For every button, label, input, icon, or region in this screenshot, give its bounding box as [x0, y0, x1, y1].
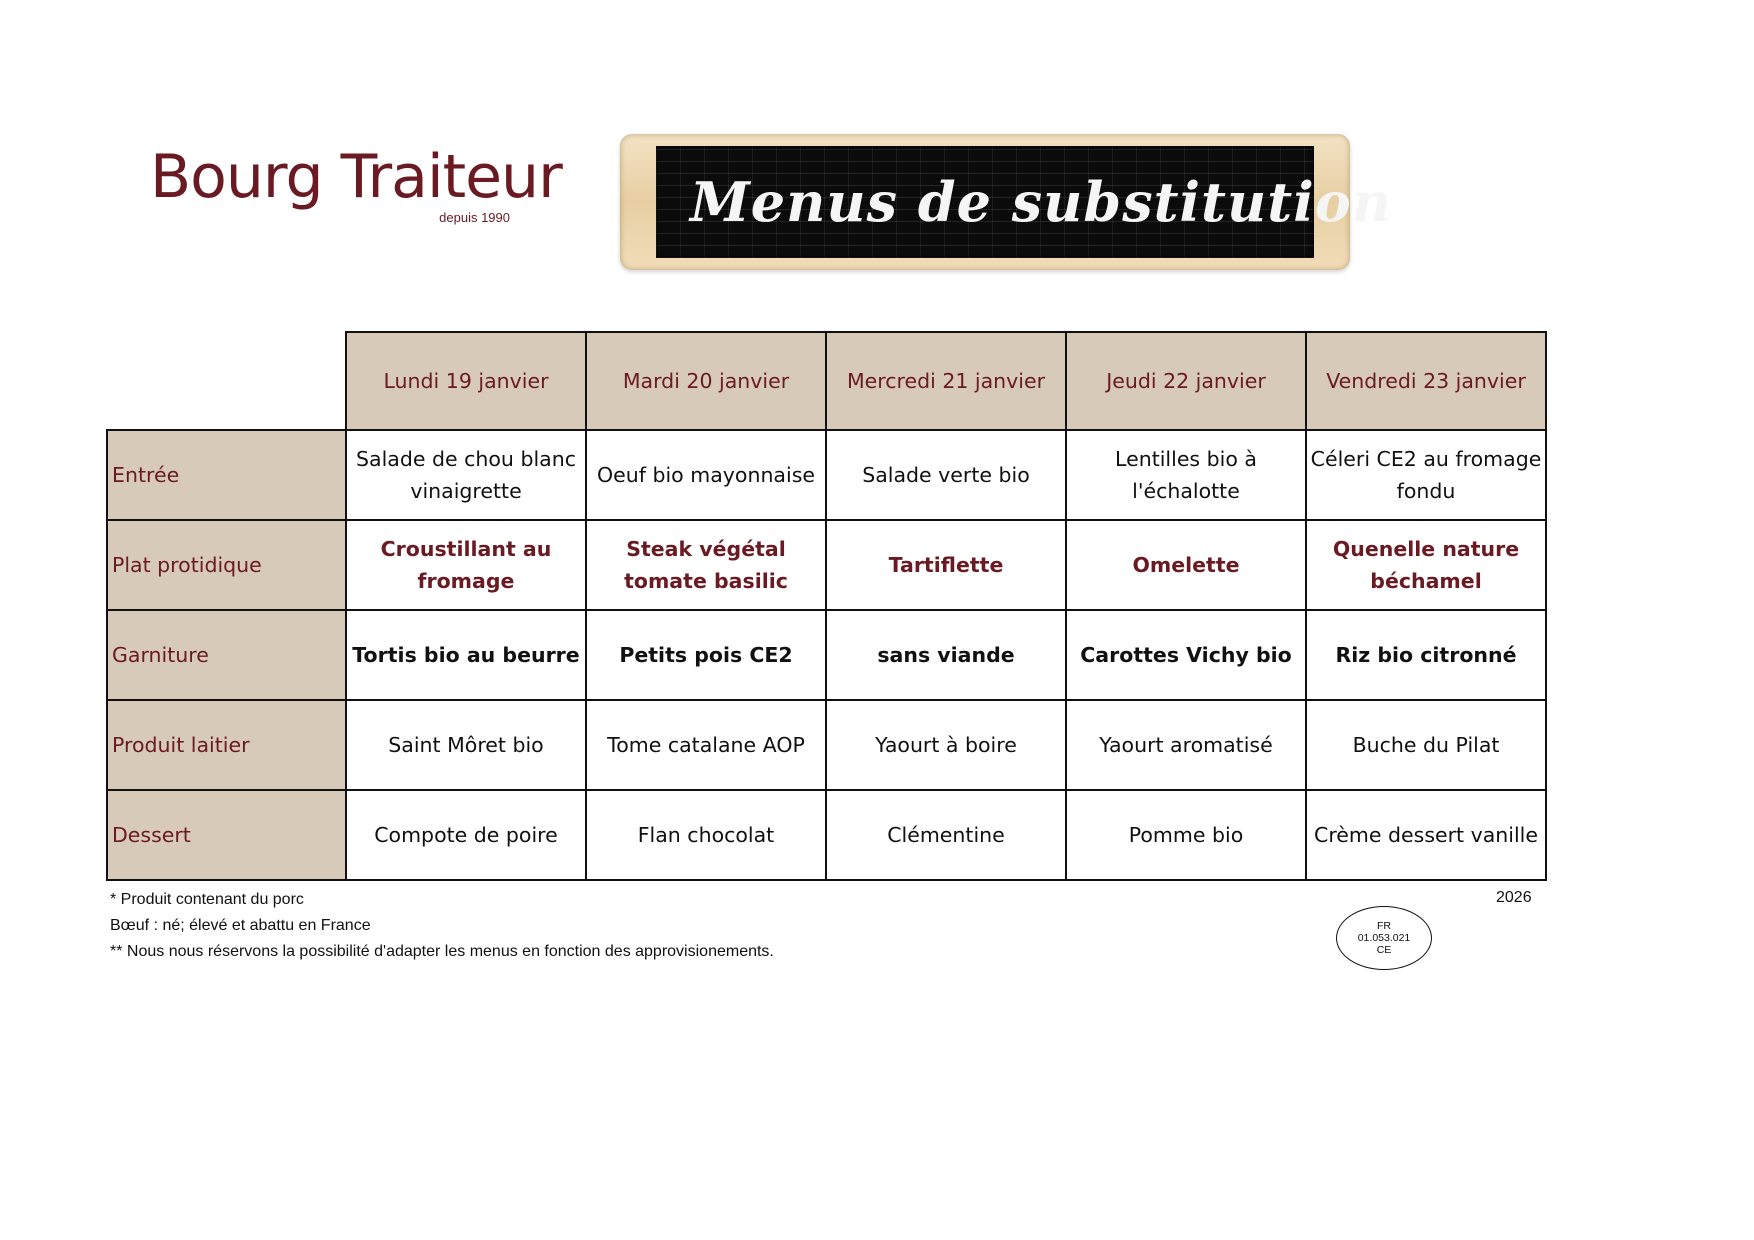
day-header: Vendredi 23 janvier: [1306, 332, 1546, 430]
brand-since: depuis 1990: [439, 210, 510, 225]
row-label: Plat protidique: [107, 520, 346, 610]
table-corner: [107, 332, 346, 430]
day-header: Lundi 19 janvier: [346, 332, 586, 430]
menu-cell: Buche du Pilat: [1306, 700, 1546, 790]
menu-cell: Salade de chou blanc vinaigrette: [346, 430, 586, 520]
menu-cell: Crème dessert vanille: [1306, 790, 1546, 880]
menu-cell: Lentilles bio à l'échalotte: [1066, 430, 1306, 520]
title-banner: [620, 134, 1392, 270]
menu-cell: Saint Môret bio: [346, 700, 586, 790]
day-header: Mercredi 21 janvier: [826, 332, 1066, 430]
menu-cell: Tome catalane AOP: [586, 700, 826, 790]
menu-cell: Compote de poire: [346, 790, 586, 880]
table-row-produit-laitier: [107, 700, 1546, 790]
table-row-garniture: [107, 610, 1546, 700]
menu-cell: Salade verte bio: [826, 430, 1066, 520]
menu-cell: Croustillant au fromage: [346, 520, 586, 610]
menu-cell: Yaourt aromatisé: [1066, 700, 1306, 790]
menu-cell: Quenelle nature béchamel: [1306, 520, 1546, 610]
health-mark-number: 01.053.021: [1357, 932, 1411, 944]
health-mark-stamp: [1336, 906, 1432, 970]
table-row-entree: [107, 430, 1546, 520]
menu-cell: Oeuf bio mayonnaise: [586, 430, 826, 520]
table-row-dessert: [107, 790, 1546, 880]
row-label: Dessert: [107, 790, 346, 880]
menu-cell: Tortis bio au beurre: [346, 610, 586, 700]
day-header: Mardi 20 janvier: [586, 332, 826, 430]
menu-cell: Omelette: [1066, 520, 1306, 610]
menu-cell: Carottes Vichy bio: [1066, 610, 1306, 700]
menu-cell: Yaourt à boire: [826, 700, 1066, 790]
chalkboard: [656, 146, 1392, 258]
menu-cell: Pomme bio: [1066, 790, 1306, 880]
page-title: Menus de substitution: [690, 170, 1392, 234]
footnote-disclaimer: ** Nous nous réservons la possibilité d'adapter les menus en fonction des approvisionements.: [110, 943, 774, 960]
menu-cell: Clémentine: [826, 790, 1066, 880]
year-label: 2026: [1496, 889, 1532, 906]
health-mark-country: FR: [1377, 920, 1391, 932]
table-row-plat: [107, 520, 1546, 610]
menu-cell: Tartiflette: [826, 520, 1066, 610]
menu-cell: Petits pois CE2: [586, 610, 826, 700]
menu-cell: Steak végétal tomate basilic: [586, 520, 826, 610]
menu-cell: sans viande: [826, 610, 1066, 700]
health-mark-ce: CE: [1376, 944, 1392, 956]
day-header: Jeudi 22 janvier: [1066, 332, 1306, 430]
row-label: Produit laitier: [107, 700, 346, 790]
footnote-pork: * Produit contenant du porc: [110, 891, 304, 908]
menu-cell: Céleri CE2 au fromage fondu: [1306, 430, 1546, 520]
brand-logo: [150, 142, 562, 232]
brand-name: Bourg Traiteur: [150, 142, 562, 212]
header-row: [107, 332, 1546, 430]
menu-table: [106, 331, 1547, 881]
menu-cell: Flan chocolat: [586, 790, 826, 880]
row-label: Entrée: [107, 430, 346, 520]
menu-cell: Riz bio citronné: [1306, 610, 1546, 700]
row-label: Garniture: [107, 610, 346, 700]
footnote-beef: Bœuf : né; élevé et abattu en France: [110, 917, 371, 934]
